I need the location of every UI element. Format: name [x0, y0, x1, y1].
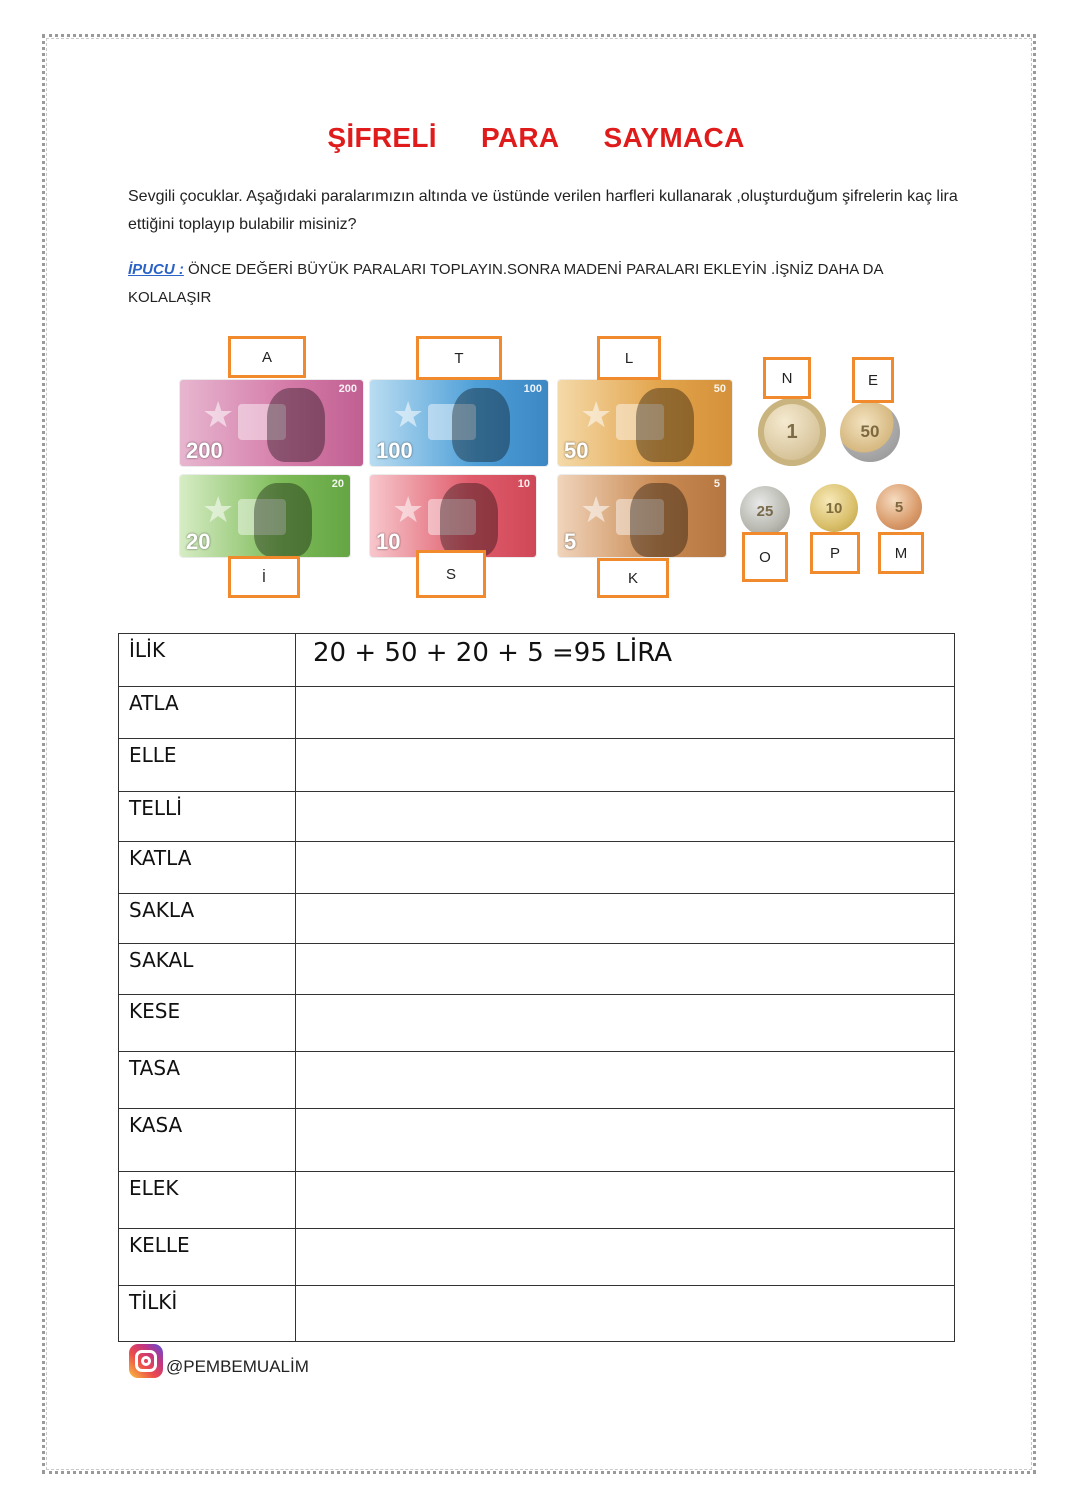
banknote-20: [180, 475, 350, 557]
answer-field[interactable]: [296, 792, 955, 842]
note-value-small: 5: [713, 478, 720, 490]
cipher-word: TİLKİ: [119, 1286, 296, 1342]
answer-field[interactable]: [296, 739, 955, 792]
title-word-1: ŞİFRELİ: [327, 122, 437, 153]
note-value: 5: [564, 529, 577, 554]
answer-field[interactable]: [296, 894, 955, 944]
answer-field[interactable]: 20 + 50 + 20 + 5 =95 LİRA: [296, 634, 955, 687]
hint-label: İPUCU :: [128, 261, 184, 278]
answer-field[interactable]: [296, 1052, 955, 1109]
cipher-word: KESE: [119, 995, 296, 1052]
cipher-word: SAKAL: [119, 944, 296, 995]
banknote-5: [558, 475, 726, 557]
letter-box-s: S: [416, 550, 486, 598]
table-row: [119, 1286, 955, 1342]
instagram-handle: @PEMBEMUALİM: [166, 1357, 309, 1376]
table-row: [119, 1109, 955, 1172]
star-icon: ★: [392, 489, 425, 530]
coin-1-lira-icon: 1: [758, 398, 826, 466]
answer-field[interactable]: [296, 687, 955, 739]
cipher-word: ATLA: [119, 687, 296, 739]
letter-box-k: K: [597, 558, 669, 598]
note-value-small: 200: [338, 383, 357, 395]
table-row: [119, 894, 955, 944]
coin-50-kurus-icon: 50: [840, 402, 900, 462]
note-value: 100: [376, 438, 413, 463]
table-row: [119, 1229, 955, 1286]
star-icon: ★: [202, 394, 235, 435]
answer-field[interactable]: [296, 842, 955, 894]
table-row: [119, 739, 955, 792]
answer-field[interactable]: [296, 1229, 955, 1286]
letter-box-o: O: [742, 532, 788, 582]
star-icon: ★: [202, 489, 235, 530]
footer: [129, 1344, 309, 1378]
coin-5-kurus-icon: 5: [876, 484, 922, 530]
table-row: [119, 634, 955, 687]
note-value-small: 10: [517, 478, 530, 490]
portrait-icon: [636, 388, 694, 462]
cipher-word: TASA: [119, 1052, 296, 1109]
table-row: [119, 1172, 955, 1229]
note-value: 50: [564, 438, 589, 463]
cipher-table: [118, 633, 955, 1342]
hint-body: ÖNCE DEĞERİ BÜYÜK PARALARI TOPLAYIN.SONRA MADENİ PARALARI EKLEYİN .İŞNİZ DAHA DA KOLALAŞIR: [128, 261, 883, 306]
coin-10-kurus-icon: 10: [810, 484, 858, 532]
instagram-icon: [129, 1344, 163, 1378]
letter-box-p: P: [810, 532, 860, 574]
letter-box-m: M: [878, 532, 924, 574]
banknote-50: [558, 380, 732, 466]
letter-box-e: E: [852, 357, 894, 403]
note-value: 10: [376, 529, 401, 554]
portrait-icon: [630, 483, 688, 557]
title-word-2: PARA: [480, 122, 560, 153]
letter-box-i: İ: [228, 556, 300, 598]
letter-box-a: A: [228, 336, 306, 378]
cipher-word: TELLİ: [119, 792, 296, 842]
note-value-small: 20: [331, 478, 344, 490]
note-value: 200: [186, 438, 223, 463]
banknote-10: [370, 475, 536, 557]
star-icon: ★: [580, 394, 613, 435]
banknote-100: [370, 380, 548, 466]
coin-25-kurus-icon: 25: [740, 486, 790, 536]
cipher-word: KASA: [119, 1109, 296, 1172]
note-value-small: 100: [523, 383, 542, 395]
star-icon: ★: [392, 394, 425, 435]
portrait-icon: [254, 483, 312, 557]
letter-box-t: T: [416, 336, 502, 380]
answer-field[interactable]: [296, 995, 955, 1052]
table-row: [119, 995, 955, 1052]
table-row: [119, 842, 955, 894]
portrait-icon: [440, 483, 498, 557]
portrait-icon: [267, 388, 325, 462]
table-row: [119, 792, 955, 842]
star-icon: ★: [580, 489, 613, 530]
portrait-icon: [452, 388, 510, 462]
cipher-word: ELEK: [119, 1172, 296, 1229]
title-word-3: SAYMACA: [603, 122, 745, 153]
table-row: [119, 1052, 955, 1109]
note-value-small: 50: [713, 383, 726, 395]
table-row: [119, 687, 955, 739]
cipher-word: SAKLA: [119, 894, 296, 944]
answer-field[interactable]: [296, 1109, 955, 1172]
money-legend: [0, 0, 1072, 620]
table-row: [119, 944, 955, 995]
cipher-word: KELLE: [119, 1229, 296, 1286]
banknote-200: [180, 380, 363, 466]
cipher-word: KATLA: [119, 842, 296, 894]
intro-text: Sevgili çocuklar. Aşağıdaki paralarımızın altında ve üstünde verilen harfleri kullanarak ,oluşturduğum şifrelerin kaç lira ettiğini toplayıp bulabilir misiniz?: [128, 188, 958, 233]
answer-field[interactable]: [296, 1172, 955, 1229]
letter-box-l: L: [597, 336, 661, 380]
note-value: 20: [186, 529, 211, 554]
answer-field[interactable]: [296, 944, 955, 995]
letter-box-n: N: [763, 357, 811, 399]
cipher-word: ELLE: [119, 739, 296, 792]
answer-field[interactable]: [296, 1286, 955, 1342]
cipher-word: İLİK: [119, 634, 296, 687]
